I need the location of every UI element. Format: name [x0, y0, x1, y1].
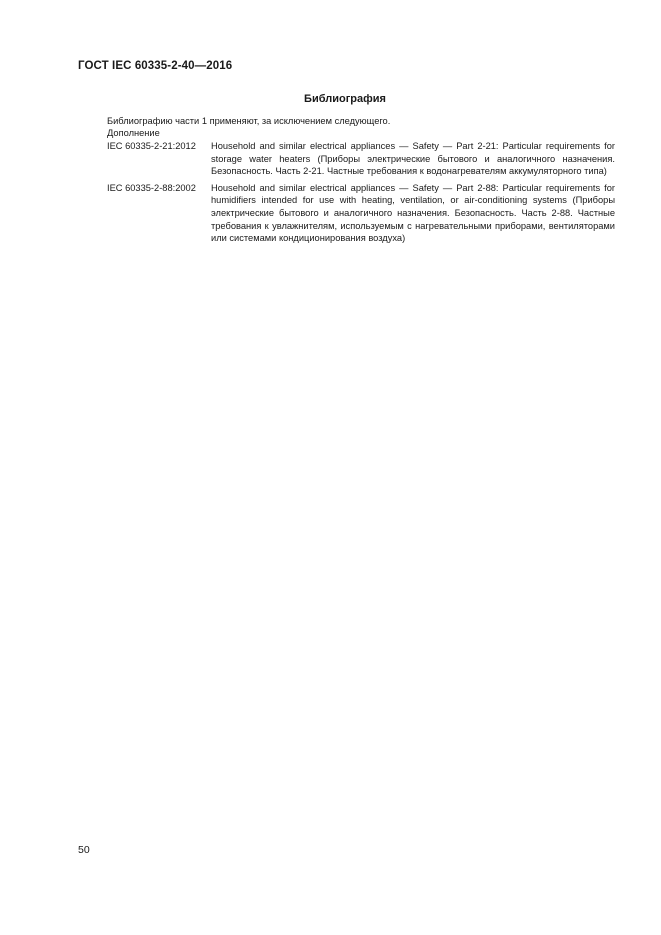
bibliography-intro: Библиографию части 1 применяют, за исключением следующего. — [107, 116, 391, 126]
supplement-label: Дополнение — [107, 128, 160, 138]
reference-text: Household and similar electrical appliances — Safety — Part 2-21: Particular requirements for storage water heaters (Приборы электрические бытового и аналогичного назначения. Безопасность. Часть 2-21. Частные требования к водонагревателям аккумуляторного типа) — [211, 141, 615, 177]
bibliography-title: Библиография — [304, 93, 386, 105]
document-header: ГОСТ IEC 60335-2-40—2016 — [78, 60, 233, 72]
reference-code: IEC 60335-2-21:2012 — [107, 141, 196, 151]
reference-entry — [107, 140, 615, 178]
reference-text: Household and similar electrical appliances — Safety — Part 2-88: Particular requirements for humidifiers intended for use with heating, ventilation, or air-conditioning systems (Приборы электрические бытового и аналогичного назначения. Безопасность. Часть 2-88. Частные требования к увлажнителям, используемым с нагревательными приборами, вентиляторами или системами кондиционирования воздуха) — [211, 182, 615, 244]
reference-code: IEC 60335-2-88:2002 — [107, 182, 196, 193]
page-number: 50 — [78, 844, 90, 856]
reference-entry — [107, 182, 615, 245]
reference-list — [107, 140, 615, 249]
